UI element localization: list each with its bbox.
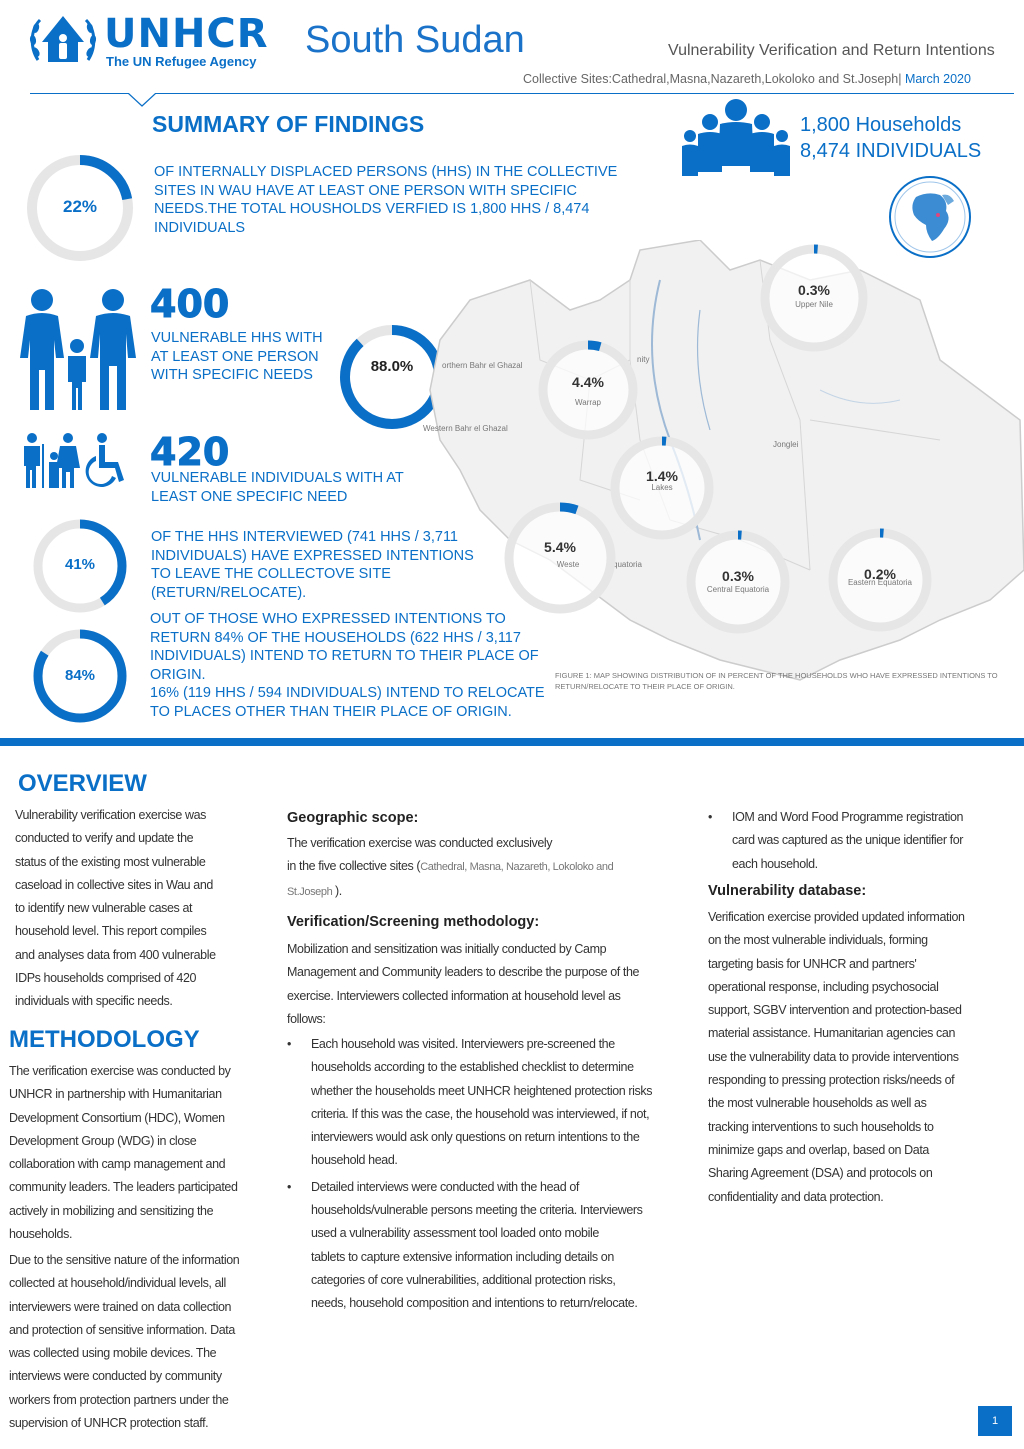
methodology-para1 <box>9 1060 274 1246</box>
geo-line-end: ). <box>334 883 342 898</box>
region-name-lakes: Lakes <box>651 483 673 492</box>
vuln-line: Sharing Agreement (DSA) and protocols on <box>708 1166 933 1181</box>
methodology-line: households. <box>9 1227 73 1242</box>
methodology-line: supervision of UNHCR protection staff. <box>9 1416 209 1431</box>
overview-line: household level. This report compiles <box>15 924 207 939</box>
divider-notch <box>128 93 156 107</box>
methodology-line: interviews were conducted by community <box>9 1369 222 1384</box>
geo-line <box>287 880 687 904</box>
verification-intro <box>287 938 697 1031</box>
country-title: South Sudan <box>305 19 525 61</box>
region-donut-warrap <box>538 340 638 440</box>
stat3-text: VULNERABLE INDIVIDUALS WITH AT LEAST ONE SPECIFIC NEED <box>151 470 404 505</box>
overview-line: individuals with specific needs. <box>15 994 173 1009</box>
vuln-line: use the vulnerability data to provide interventions <box>708 1049 959 1064</box>
verification-line: exercise. Interviewers collected information at household level as <box>287 988 621 1003</box>
vuln-line: tracking interventions to such households to <box>708 1119 934 1134</box>
methodology-title: METHODOLOGY <box>9 1026 200 1053</box>
donut-22-percent <box>24 152 136 264</box>
bullet-line: households/vulnerable persons meeting the criteria. Interviewers <box>311 1203 643 1218</box>
region-circle-upper-nile <box>760 244 868 352</box>
geo-line-text: in the five collective sites ( <box>287 859 421 874</box>
donut-41-label: 41% <box>64 556 96 573</box>
geo-sites-list: Cathedral, Masna, Nazareth, Lokoloko and <box>420 861 614 874</box>
report-date: March 2020 <box>901 72 971 86</box>
methodology-line: collaboration with camp management and <box>9 1157 226 1172</box>
methodology-line: Due to the sensitive nature of the information <box>9 1253 240 1267</box>
org-logo-wordmark: UNHCR <box>104 11 269 57</box>
vuln-line: support, SGBV intervention and protection-based <box>708 1003 962 1018</box>
vulnerability-db-heading: Vulnerability database: <box>708 883 867 899</box>
geo-scope-heading: Geographic scope: <box>287 810 419 826</box>
verification-bullets <box>287 1033 697 1316</box>
region-circle-western-equatoria <box>504 502 616 614</box>
overview-line: conducted to verify and update the <box>15 831 194 846</box>
stat2-number: 400 <box>150 282 230 326</box>
overview-line: and analyses data from 400 vulnerable <box>15 947 216 962</box>
bullet-line: • Detailed interviews were conducted with the head of <box>311 1179 579 1194</box>
region-donut-western-equatoria <box>504 502 616 614</box>
vuln-line: responding to pressing protection risks/needs of <box>708 1073 955 1088</box>
stat3-number: 420 <box>150 430 230 474</box>
registration-bullet <box>708 806 1008 876</box>
overview-line: to identify new vulnerable cases at <box>15 901 193 916</box>
bullet-line: whether the households meet UNHCR heightened protection risks <box>311 1083 653 1098</box>
org-tagline: The UN Refugee Agency <box>106 54 257 69</box>
bullet-line: categories of core vulnerabilities, additional protection risks, <box>311 1272 616 1287</box>
region-pct-central-equatoria: 0.3% <box>722 568 754 584</box>
vuln-line: minimize gaps and overlap, based on Data <box>708 1142 929 1157</box>
donut-41-percent <box>30 516 130 616</box>
registration-bullet-list <box>708 806 1008 876</box>
map-label-equatoria: quatoria <box>613 560 642 569</box>
geo-line: The verification exercise was conducted exclusively <box>287 836 553 850</box>
vuln-line: material assistance. Humanitarian agencies can <box>708 1026 956 1041</box>
stat4-text: OF THE HHS INTERVIEWED (741 HHS / 3,711 INDIVIDUALS) HAVE EXPRESSED INTENTIONS TO LEAVE THE COLLECTOVE SITE (RETURN/RELOCATE). <box>151 529 474 601</box>
methodology-line: collected at household/individual levels, all <box>9 1276 226 1291</box>
geo-sites-tail: St.Joseph <box>287 885 335 898</box>
stat1-text: OF INTERNALLY DISPLACED PERSONS (HHS) IN THE COLLECTIVE SITES IN WAU HAVE AT LEAST ONE PERSON WITH SPECIFIC NEEDS.THE TOTAL HOUSHOLDS VERFIED IS 1,800 HHS / 8,474 INDIVIDUALS <box>154 164 618 236</box>
region-name-central-equatoria: Central Equatoria <box>706 585 770 594</box>
donut-84-label: 84% <box>64 667 96 684</box>
collective-sites-line <box>523 72 971 86</box>
stat5-text-relocate: 16% (119 HHS / 594 INDIVIDUALS) INTEND TO RELOCATE TO PLACES OTHER THAN THEIR PLACE OF ORIGIN. <box>150 685 545 720</box>
vuln-line: the most vulnerable households as well as <box>708 1096 927 1111</box>
methodology-line: was collected using mobile devices. The <box>9 1346 217 1361</box>
bullet-line: card was captured as the unique identifier for <box>732 833 964 848</box>
overview-line: IDPs households comprised of 420 <box>15 971 197 986</box>
donut-84-percent <box>30 626 130 726</box>
unhcr-emblem-icon <box>28 12 98 68</box>
donut-88-label: 88.0% <box>370 358 414 375</box>
family-icon <box>14 288 142 412</box>
region-circle-central-equatoria <box>686 530 790 634</box>
methodology-line: UNHCR in partnership with Humanitarian <box>9 1087 222 1102</box>
methodology-line: community leaders. The leaders participated <box>9 1180 238 1195</box>
geo-line <box>287 855 687 879</box>
region-circle-eastern-equatoria <box>828 528 932 632</box>
overview-line: status of the existing most vulnerable <box>15 854 206 869</box>
map-label-western-bahr: Western Bahr el Ghazal <box>423 424 508 433</box>
methodology-line: Development Consortium (HDC), Women <box>9 1110 225 1125</box>
households-line: 1,800 Households <box>800 114 962 136</box>
map-caption: FIGURE 1: MAP SHOWING DISTRIBUTION OF IN PERCENT OF THE HOUSEHOLDS WHO HAVE EXPRESSED INTENTIONS TO RETURN/RELOCATE TO THEIR PLACE OF ORIGIN. <box>555 671 998 691</box>
section-divider-bar <box>0 738 1024 746</box>
summary-title: SUMMARY OF FINDINGS <box>152 111 425 137</box>
region-donut-upper-nile <box>760 244 868 352</box>
verification-line: follows: <box>287 1011 326 1026</box>
vuln-line: on the most vulnerable individuals, forming <box>708 933 928 948</box>
overview-text <box>15 804 275 1014</box>
bullet-line: • Each household was visited. Interviewers pre-screened the <box>311 1037 615 1051</box>
bullet-line: used a vulnerability assessment tool loaded onto mobile <box>311 1226 599 1241</box>
region-pct-lakes: 1.4% <box>646 468 678 484</box>
region-name-eastern-equatoria: Eastern Equatoria <box>847 578 913 587</box>
methodology-line: workers from protection partners under the <box>9 1392 229 1407</box>
verification-bullet <box>287 1033 697 1173</box>
vuln-line: Verification exercise provided updated information <box>708 910 965 924</box>
methodology-line: interviewers were trained on data collection <box>9 1299 232 1314</box>
verification-bullet <box>287 1176 697 1316</box>
region-name-western-equatoria: Weste <box>556 560 580 569</box>
bullet-line: • IOM and Word Food Programme registration <box>732 810 964 824</box>
methodology-para2 <box>9 1249 274 1435</box>
vulnerability-db-text <box>708 906 1008 1209</box>
bullet-line: tablets to capture extensive information including details on <box>311 1249 614 1264</box>
region-pct-upper-nile: 0.3% <box>798 282 830 298</box>
households-count <box>800 112 981 164</box>
methodology-line: actively in mobilizing and sensitizing the <box>9 1203 214 1218</box>
methodology-line: Development Group (WDG) in close <box>9 1133 197 1148</box>
households-people-icon <box>680 98 792 178</box>
bullet-line: criteria. If this was the case, the household was interviewed, if not, <box>311 1106 650 1121</box>
bullet-line: household head. <box>311 1153 398 1168</box>
region-circle-warrap <box>538 340 638 440</box>
bullet-line: each household. <box>732 856 818 871</box>
overview-line: Vulnerability verification exercise was <box>15 808 206 822</box>
individuals-line: 8,474 INDIVIDUALS <box>800 140 982 162</box>
vuln-line: confidentiality and data protection. <box>708 1189 884 1204</box>
vuln-line: operational response, including psychosocial <box>708 979 939 994</box>
region-pct-eastern-equatoria: 0.2% <box>864 566 896 582</box>
stat2-text: VULNERABLE HHS WITH AT LEAST ONE PERSON WITH SPECIFIC NEEDS <box>151 330 323 383</box>
overview-line: caseload in collective sites in Wau and <box>15 877 213 892</box>
region-circle-lakes <box>610 436 714 540</box>
verification-heading: Verification/Screening methodology: <box>287 914 540 930</box>
region-pct-warrap: 4.4% <box>572 374 604 390</box>
verification-line: Mobilization and sensitization was initially conducted by Camp <box>287 942 607 956</box>
verification-line: Management and Community leaders to describe the purpose of the <box>287 965 640 980</box>
stat5-text-return: OUT OF THOSE WHO EXPRESSED INTENTIONS TO RETURN 84% OF THE HOUSEHOLDS (622 HHS / 3,117 INDIVIDUALS) INTEND TO RETURN TO THEIR PLACE OF ORIGIN. <box>150 611 539 683</box>
map-label-jonglei: Jonglei <box>773 440 799 449</box>
methodology-line: and protection of sensitive information. Data <box>9 1322 235 1337</box>
map-label-unity: nity <box>637 355 650 364</box>
geo-scope-text <box>287 832 687 904</box>
overview-title: OVERVIEW <box>18 770 147 797</box>
header-divider <box>30 93 1014 94</box>
report-title: Vulnerability Verification and Return Intentions <box>668 42 995 59</box>
sites-text: Collective Sites:Cathedral,Masna,Nazareth,Lokoloko and St.Joseph| <box>523 72 902 86</box>
page-number: 1 <box>978 1406 1012 1436</box>
vuln-line: targeting basis for UNHCR and partners' <box>708 956 917 971</box>
bullet-line: households according to the established checklist to determine <box>311 1060 634 1075</box>
bullet-line: needs, household composition and intentions to return/relocate. <box>311 1296 638 1311</box>
region-name-upper-nile: Upper Nile <box>795 300 833 309</box>
specific-needs-icon <box>20 432 132 490</box>
region-pct-western-equatoria: 5.4% <box>544 539 576 555</box>
map-label-northern-bahr: orthern Bahr el Ghazal <box>442 361 523 370</box>
donut-22-label: 22% <box>62 197 98 216</box>
methodology-line: The verification exercise was conducted by <box>9 1064 231 1078</box>
region-name-warrap: Warrap <box>575 398 601 407</box>
bullet-line: interviewers would ask only questions on return intentions to the <box>311 1130 640 1145</box>
